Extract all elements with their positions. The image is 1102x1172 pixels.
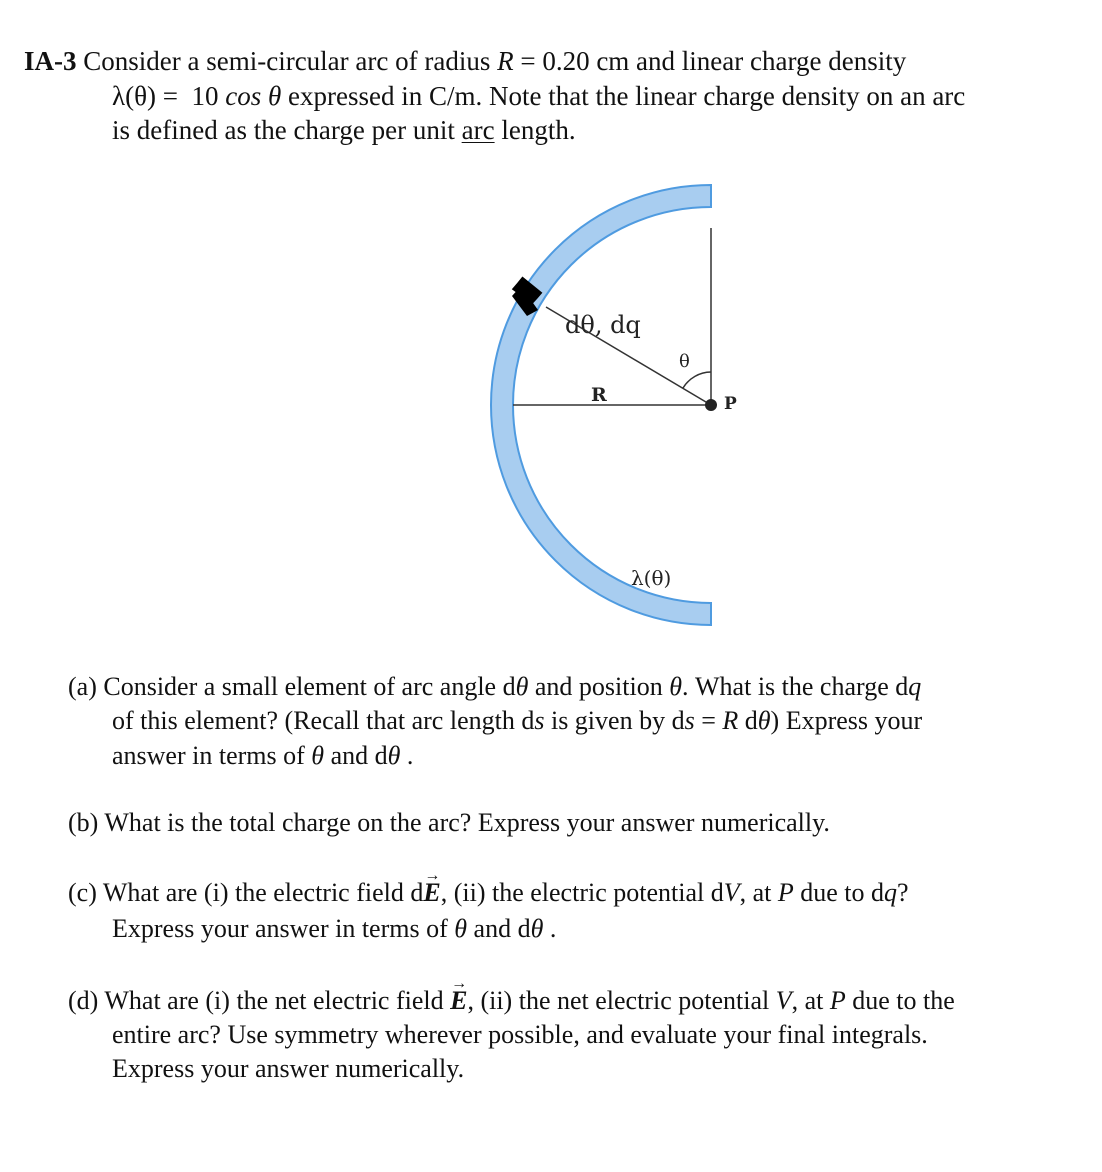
vector-E: E → xyxy=(423,876,440,910)
point-p xyxy=(705,399,717,411)
part-d-line-1: (d) What are (i) the net electric field E →, (ii) the net electric potential V, at P due to the xyxy=(68,984,955,1018)
part-b-tag: (b) xyxy=(68,808,99,837)
part-c-tag: (c) xyxy=(68,878,97,907)
lambda-expression: λ(θ) = xyxy=(112,81,178,111)
part-d-line-3: Express your answer numerically. xyxy=(112,1054,465,1083)
part-a-line-1: (a) Consider a small element of arc angle dθ and position θ. What is the charge dq xyxy=(68,672,922,701)
problem-intro-line-2: λ(θ) = 10 cos θ expressed in C/m. Note that the linear charge density on an arc xyxy=(112,81,966,111)
vector-E-net: E → xyxy=(450,984,467,1018)
part-a-tag: (a) xyxy=(68,672,97,701)
label-lambda: λ(θ) xyxy=(631,566,672,590)
problem-intro-line-1: IA-3 Consider a semi-circular arc of radius R = 0.20 cm and linear charge density xyxy=(24,46,907,76)
problem-intro-line-3: is defined as the charge per unit arc length. xyxy=(112,115,576,145)
label-dtheta-dq: dθ, dq xyxy=(565,311,641,339)
part-a-line-3: answer in terms of θ and dθ . xyxy=(112,741,414,770)
part-c-line-2: Express your answer in terms of θ and dθ . xyxy=(112,914,557,943)
part-c-line-1: (c) What are (i) the electric field dE →, (ii) the electric potential dV, at P due to dq? xyxy=(68,876,909,910)
part-d-line-2: entire arc? Use symmetry wherever possible, and evaluate your final integrals. xyxy=(112,1020,928,1049)
label-theta: θ xyxy=(679,351,690,372)
label-P: P xyxy=(724,394,737,414)
part-b-line-1: (b) What is the total charge on the arc? Express your answer numerically. xyxy=(68,808,830,837)
part-d-tag: (d) xyxy=(68,986,99,1015)
theta-angle-arc xyxy=(683,372,711,388)
label-R: R xyxy=(591,384,607,406)
part-a-line-2: of this element? (Recall that arc length ds is given by ds = R dθ) Express your xyxy=(112,706,923,735)
problem-id: IA-3 xyxy=(24,46,77,76)
